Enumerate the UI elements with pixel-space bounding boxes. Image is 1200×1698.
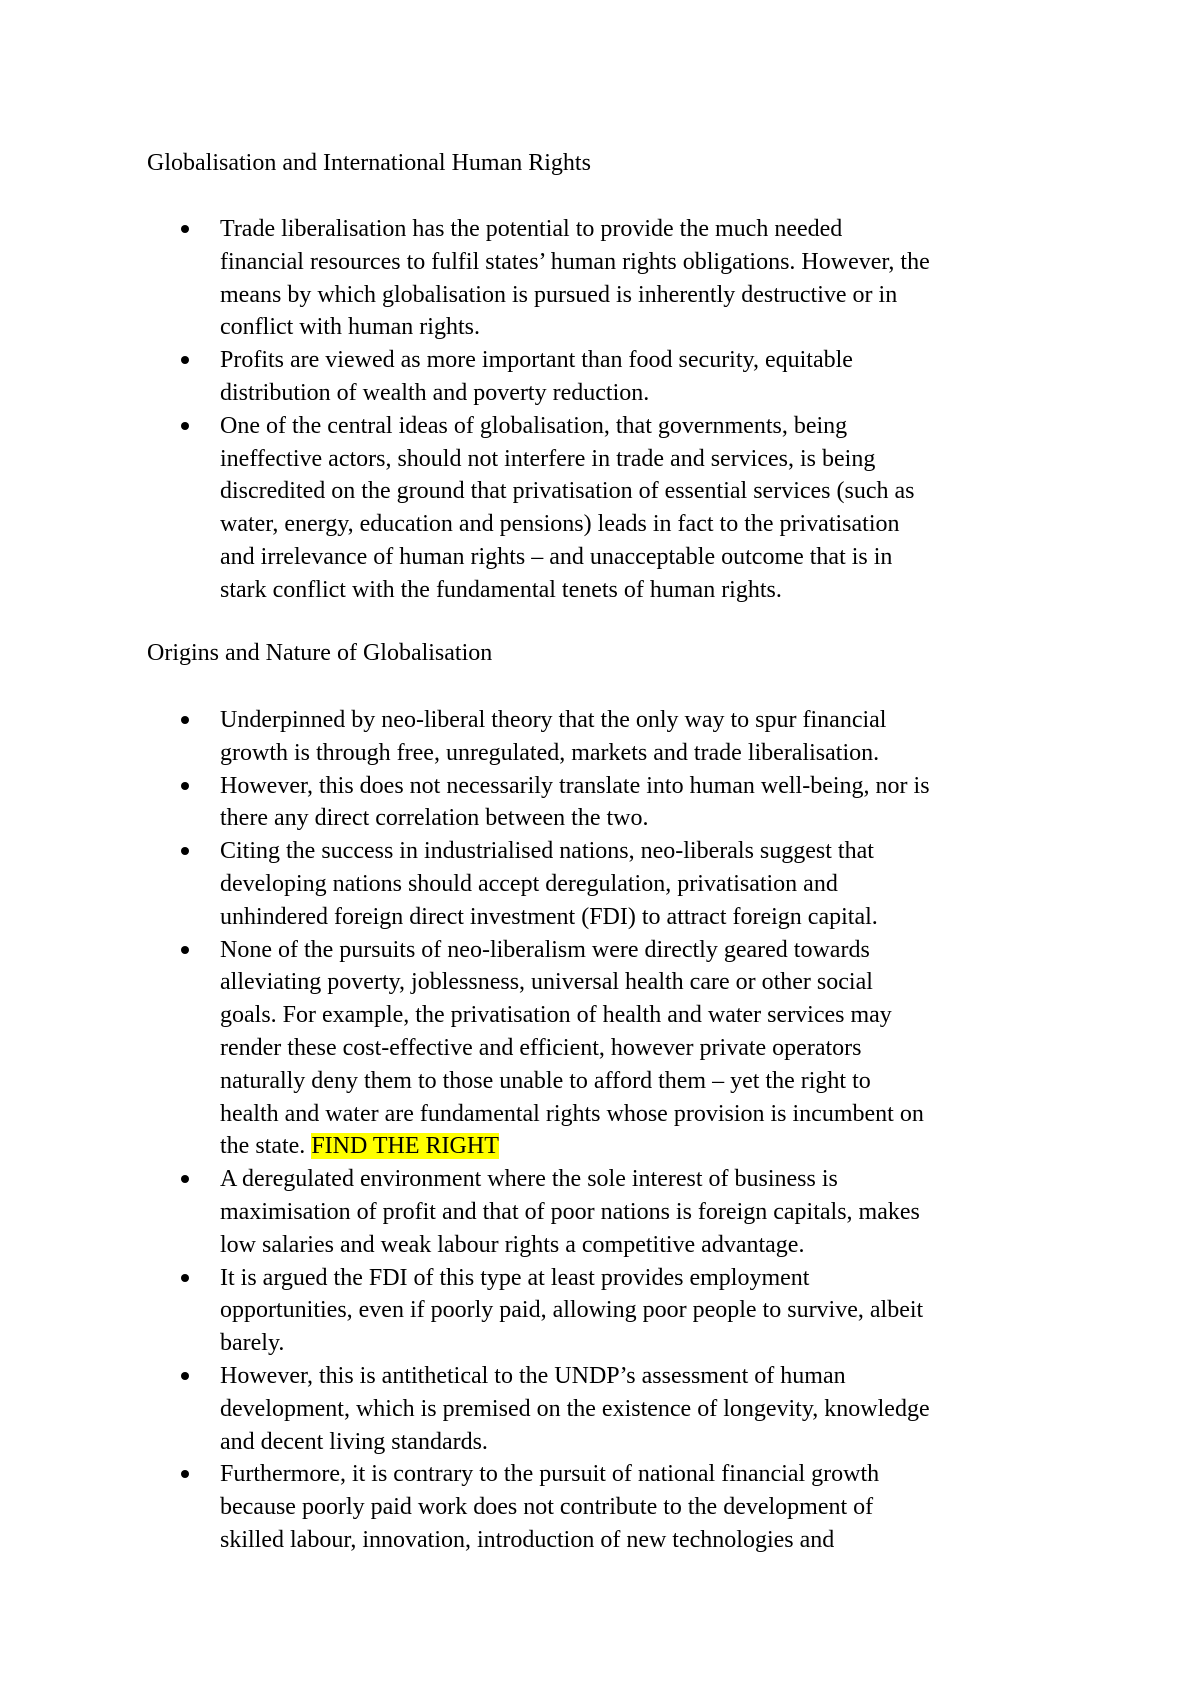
bullet-item: [0, 835, 1200, 933]
bullet-text: [220, 1458, 1090, 1556]
text-line: growth is through free, unregulated, markets and trade liberalisation.: [220, 739, 880, 766]
text-line: financial resources to fulfil states’ human rights obligations. However, the: [220, 248, 930, 275]
bullet-text: [220, 344, 1090, 410]
text-line: However, this does not necessarily translate into human well-being, nor is: [220, 772, 930, 799]
bullet-item: [0, 213, 1200, 344]
text-line: health and water are fundamental rights whose provision is incumbent on: [220, 1100, 924, 1127]
text-line: Furthermore, it is contrary to the pursuit of national financial growth: [220, 1461, 880, 1488]
bullet-item: [0, 344, 1200, 410]
bullet-item: [0, 410, 1200, 607]
text-line: there any direct correlation between the two.: [220, 805, 649, 832]
bullet-text: [220, 770, 1090, 836]
bullet-item: [0, 1163, 1200, 1261]
bullet-text: [220, 1262, 1090, 1360]
bullet-dot-icon: [181, 782, 189, 790]
bullet-text: [220, 934, 1090, 1164]
bullet-dot-icon: [181, 1470, 189, 1478]
text-line: conflict with human rights.: [220, 314, 480, 341]
text-line: development, which is premised on the existence of longevity, knowledge: [220, 1395, 930, 1422]
text-line: Underpinned by neo-liberal theory that the only way to spur financial: [220, 707, 887, 733]
text-line: low salaries and weak labour rights a competitive advantage.: [220, 1231, 805, 1258]
bullet-text: [220, 835, 1090, 933]
bullet-item: [0, 770, 1200, 836]
text-line: One of the central ideas of globalisation, that governments, being: [220, 412, 848, 439]
text-line: distribution of wealth and poverty reduction.: [220, 379, 650, 406]
text-line: unhindered foreign direct investment (FDI) to attract foreign capital.: [220, 903, 878, 930]
bullet-dot-icon: [181, 1274, 189, 1282]
bullet-dot-icon: [181, 1372, 189, 1380]
bullet-dot-icon: [181, 716, 189, 724]
text-line: None of the pursuits of neo-liberalism were directly geared towards: [220, 936, 870, 963]
text-line: naturally deny them to those unable to afford them – yet the right to: [220, 1067, 871, 1094]
bullet-dot-icon: [181, 225, 189, 233]
text-line: because poorly paid work does not contribute to the development of: [220, 1494, 874, 1521]
section-heading-globalisation-human-rights: Globalisation and International Human Rights: [147, 150, 591, 176]
text-line: barely.: [220, 1330, 285, 1357]
text-line: goals. For example, the privatisation of health and water services may: [220, 1002, 892, 1029]
bullet-list-section-1: [0, 213, 1200, 607]
text-line: water, energy, education and pensions) leads in fact to the privatisation: [220, 511, 900, 538]
text-line: stark conflict with the fundamental tenets of human rights.: [220, 576, 782, 603]
bullet-dot-icon: [181, 422, 189, 430]
text-line: and irrelevance of human rights – and unacceptable outcome that is in: [220, 543, 893, 570]
bullet-item: [0, 1458, 1200, 1556]
text-line: render these cost-effective and efficient, however private operators: [220, 1034, 862, 1061]
text-line: the state. FIND THE RIGHT: [220, 1133, 499, 1160]
text-line: means by which globalisation is pursued is inherently destructive or in: [220, 281, 898, 308]
bullet-item: [0, 1360, 1200, 1458]
text-line: ineffective actors, should not interfere in trade and services, is being: [220, 445, 876, 472]
text-line: developing nations should accept deregulation, privatisation and: [220, 870, 838, 897]
bullet-dot-icon: [181, 356, 189, 364]
bullet-dot-icon: [181, 1175, 189, 1183]
highlighted-text: FIND THE RIGHT: [311, 1133, 499, 1160]
text-line: Citing the success in industrialised nations, neo-liberals suggest that: [220, 838, 874, 865]
bullet-list-section-2: [0, 704, 1200, 1557]
text-line: alleviating poverty, joblessness, universal health care or other social: [220, 969, 873, 996]
bullet-text: [220, 704, 1090, 770]
bullet-dot-icon: [181, 847, 189, 855]
text-line: However, this is antithetical to the UNDP’s assessment of human: [220, 1362, 846, 1389]
bullet-item: [0, 1262, 1200, 1360]
bullet-text: [220, 1163, 1090, 1261]
bullet-item: [0, 704, 1200, 770]
text-line: A deregulated environment where the sole interest of business is: [220, 1166, 838, 1193]
text-line: Profits are viewed as more important than food security, equitable: [220, 347, 853, 374]
bullet-item: [0, 934, 1200, 1164]
text-line: Trade liberalisation has the potential to provide the much needed: [220, 216, 843, 242]
text-line: maximisation of profit and that of poor nations is foreign capitals, makes: [220, 1198, 920, 1225]
section-heading-origins-nature: Origins and Nature of Globalisation: [147, 640, 493, 666]
text-line: opportunities, even if poorly paid, allowing poor people to survive, albeit: [220, 1297, 924, 1324]
bullet-dot-icon: [181, 946, 189, 954]
bullet-text: [220, 1360, 1090, 1458]
text-line: discredited on the ground that privatisation of essential services (such as: [220, 478, 915, 505]
text-line: It is argued the FDI of this type at least provides employment: [220, 1264, 810, 1291]
text-line: and decent living standards.: [220, 1428, 488, 1455]
text-line: skilled labour, innovation, introduction of new technologies and: [220, 1526, 835, 1553]
bullet-text: [220, 213, 1090, 344]
bullet-text: [220, 410, 1090, 607]
